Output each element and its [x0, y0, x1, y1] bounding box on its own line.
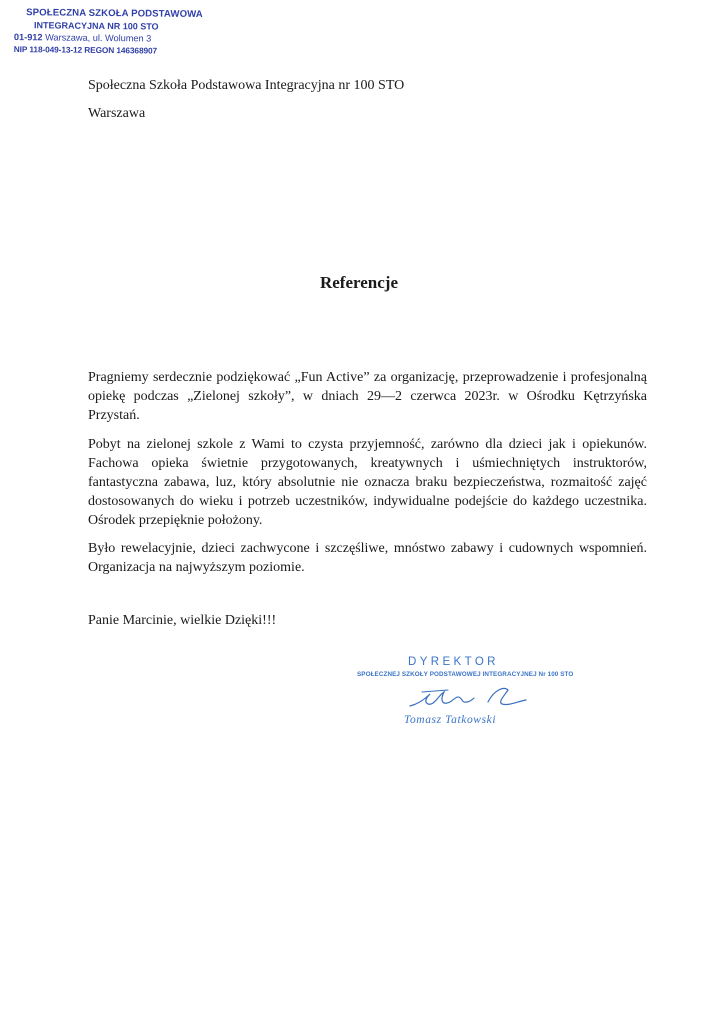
- stamp-line-2: INTEGRACYJNA NR 100 STO: [34, 20, 159, 32]
- sender-name: Społeczna Szkoła Podstawowa Integracyjna nr 100 STO: [88, 78, 405, 93]
- document-title: Referencje: [319, 273, 399, 292]
- closing-line: Panie Marcinie, wielkie Dzięki!!!: [88, 613, 277, 628]
- school-address-stamp: [6, 7, 202, 57]
- stamp-line-1: SPOŁECZNA SZKOŁA PODSTAWOWA: [26, 7, 203, 21]
- stamp-line-4: NIP 118-049-13-12 REGON 146368907: [13, 44, 158, 56]
- sender-city: Warszawa: [88, 106, 146, 121]
- paragraph-summary: Było rewelacyjnie, dzieci zachwycone i szczęśliwe, mnóstwo zabawy i cudownych wspomnień. Organizacja na najwyższym poziomie.: [88, 541, 647, 575]
- paragraph-stay: Pobyt na zielonej szkole z Wami to czysta przyjemność, zarówno dla dzieci jak i opiekunów. Fachowa opieka świetnie przygotowanych, kreatywnych i uśmiechniętych instruktorów, fantastyczna zabawa, luz, który absolutnie nie oznacza braku bezpieczeństwa, rozmaitość zajęć dostosowanych do wieku i potrzeb uczestników, indywidualne podejście do każdego uczestnika. Ośrodek przepięknie położony.: [88, 437, 647, 528]
- handwritten-signature: [404, 680, 534, 710]
- director-stamp-school: SPOŁECZNEJ SZKOŁY PODSTAWOWEJ INTEGRACYJNEJ Nr 100 STO: [357, 671, 574, 678]
- paragraph-thanks: Pragniemy serdecznie podziękować „Fun Active” za organizację, przeprowadzenie i profesjonalną opiekę podczas „Zielonej szkoły”, w dniach 29—2 czerwca 2023r. w Ośrodku Kętrzyńska Przystań.: [88, 370, 647, 423]
- stamp-postal-code: 01-912: [13, 32, 43, 43]
- director-name: Tomasz Tatkowski: [404, 714, 497, 726]
- stamp-address: Warszawa, ul. Wolumen 3: [45, 32, 152, 44]
- director-stamp-title: DYREKTOR: [408, 656, 499, 668]
